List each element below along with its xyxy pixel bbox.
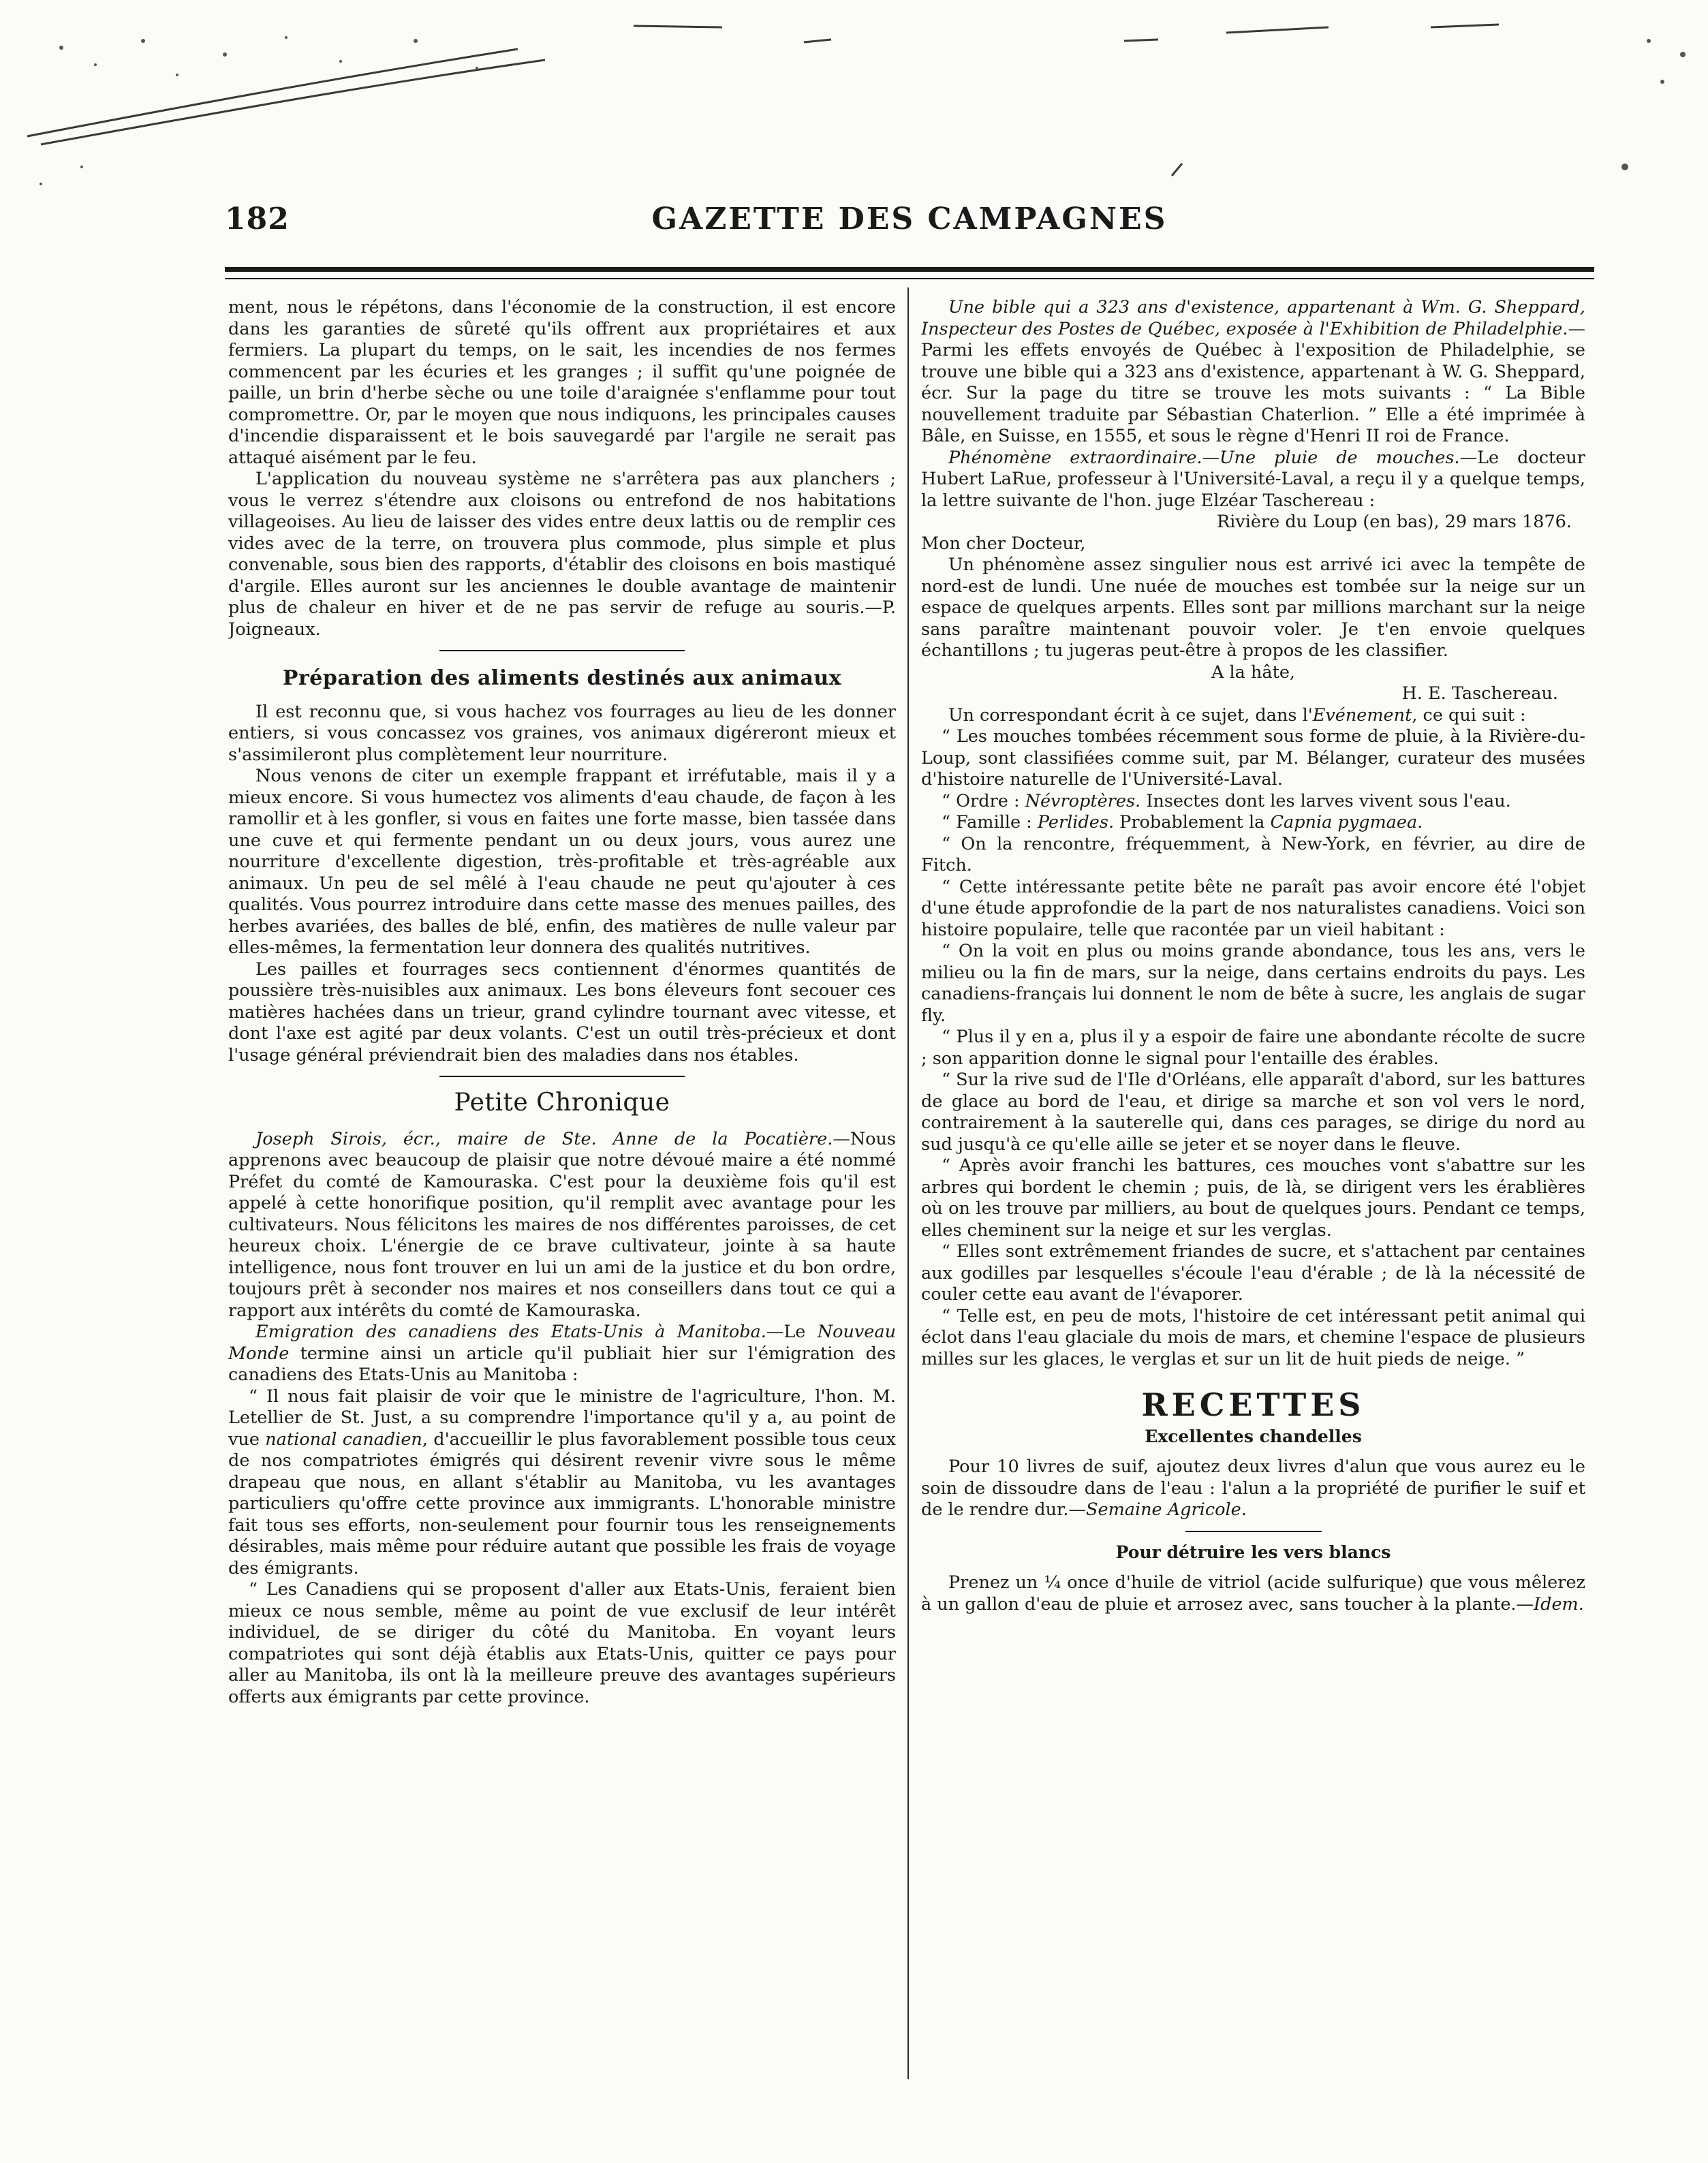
quoted-article — [228, 1386, 896, 1709]
chronicle-item-lead: Joseph Sirois, écr., maire de Ste. Anne de la Pocatière. — [255, 1128, 833, 1149]
article-paragraph: Nous venons de citer un exemple frappant et irréfutable, mais il y a mieux encore. Si vous humectez vos aliments d'eau chaude, de façon à les ramollir et à les gonfler, si vous en faites une forte masse, bien tassée dans une cuve et qui fermente pendant un ou deux jours, vous aurez une nourriture d'excellente digestion, très-profitable et très-agréable aux animaux. Un peu de sel mêlé à l'eau chaude ne peut qu'ajouter à ces qualités. Vous pourrez introduire dans cette masse des menues pailles, des herbes avariées, des balles de blé, enfin, des matières de nulle valeur par elles-mêmes, la fermentation leur donnera des qualités nutritives. — [228, 766, 896, 958]
section-title-recipes: RECETTES — [1141, 1386, 1365, 1423]
section-title-chronicle: Petite Chronique — [454, 1089, 670, 1117]
column-separator — [907, 287, 909, 2079]
quote-paragraph: “ Les Canadiens qui se proposent d'aller aux Etats-Unis, feraient bien mieux ce nous semble, même au point de vue exclusif de leur intérêt individuel, de se diriger du côté du Manitoba. En voyant leurs compatriotes qui sont déjà établis aux Etats-Unis, quitter ce pays pour aller au Manitoba, ils ont là la meilleure preuve des avantages supérieurs offerts aux émigrants par cette province. — [228, 1579, 896, 1707]
letter-place-date: Rivière du Loup (en bas), 29 mars 1876. — [1216, 512, 1572, 532]
newspaper-name: Evénement — [1312, 704, 1412, 726]
quote-paragraph: “ Ordre : Névroptères. Insectes dont les larves vivent sous l'eau. — [942, 790, 1511, 811]
recipe-divider — [1185, 1531, 1322, 1532]
article-paragraph: Les pailles et fourrages secs contiennent d'énormes quantités de poussière très-nuisibles aux animaux. Les bons éleveurs font secouer ces matières hachées dans un trieur, grand cylindre tournant avec vitesse, et dont l'axe est agité par deux volants. C'est un outil très-précieux et dont l'usage général préviendrait bien des maladies dans nos étables. — [228, 959, 896, 1065]
chronicle-item: Emigration des canadiens des Etats-Unis à Manitoba.—Le Nouveau Monde termine ainsi un article qu'il publiait hier sur l'émigration des canadiens des Etats-Unis au Manitoba : — [228, 1322, 896, 1385]
article-continuation-paragraph: ment, nous le répétons, dans l'économie de la construction, il est encore dans les garanties de sûreté qu'ils offrent aux propriétaires et aux fermiers. La plupart du temps, on le sait, les incendies de nos fermes commencent par les écuries et les granges ; il suffit qu'une poignée de paille, un brin d'herbe sèche ou une toile d'araignée s'enflamme pour tout compromettre. Or, par le moyen que nous indiquons, les principales causes d'incendie disparaissent et le bois sauvegardé par l'argile ne serait pas attaqué aisément par le feu. — [228, 297, 896, 468]
news-item-lead: Une bible qui a 323 ans d'existence, appartenant à Wm. G. Sheppard, Inspecteur des Postes de Québec, exposée à l'Exhibition de Philadelphie. — [921, 297, 1585, 339]
chronicle-item — [228, 1129, 896, 1322]
newspaper-name: Nouveau Monde — [228, 1322, 896, 1364]
news-item: Phénomène extraordinaire.—Une pluie de mouches.—Le docteur Hubert LaRue, professeur à l'Université-Laval, a reçu il y a quelque temps, la lettre suivante de l'hon. juge Elzéar Taschereau : — [921, 447, 1585, 511]
quote-paragraph: “ Il nous fait plaisir de voir que le ministre de l'agriculture, l'hon. M. Letellier de St. Just, a su comprendre l'importance qu'il y a, au point de vue national canadien, d'accueillir le plus favorablement possible tous ceux de nos compatriotes émigrés qui désirent revenir vivre sous le même drapeau que nous, en allant s'établir au Manitoba, vu les avantages particuliers qu'offre cette province aux immigrants. L'honorable ministre fait tous ses efforts, non-seulement pour fournir tous les renseignements désirables, mais même pour réduire autant que possible les frais de voyage des émigrants. — [228, 1386, 896, 1578]
recipe-text: Prenez un ¼ once d'huile de vitriol (acide sulfurique) que vous mêlerez à un gallon d'eau de pluie et arrosez avec, sans toucher à la plante.—Idem. — [921, 1572, 1585, 1615]
recipe-source: Idem. — [1534, 1593, 1584, 1615]
letter-salutation: Mon cher Docteur, — [921, 533, 1086, 554]
left-column — [228, 297, 896, 2082]
recipe-text: Pour 10 livres de suif, ajoutez deux livres d'alun que vous aurez eu le soin de dissoudre dans de l'eau : l'alun a la propriété de purifier le suif et de le rendre dur.—Semaine Agricole. — [921, 1457, 1585, 1520]
header-rule-thick — [225, 267, 1594, 272]
section-title-animal-food: Préparation des aliments destinés aux animaux — [282, 666, 842, 690]
header-rule-thin — [225, 278, 1594, 279]
quote-paragraph: “ Les mouches tombées récemment sous forme de pluie, à la Rivière-du-Loup, sont classifiées comme suit, par M. Bélanger, curateur des musées d'histoire naturelle de l'Université-Laval. — [921, 726, 1585, 790]
news-item: Une bible qui a 323 ans d'existence, appartenant à Wm. G. Sheppard, Inspecteur des Postes de Québec, exposée à l'Exhibition de Philadelphie.—Parmi les effets envoyés de Québec à l'exposition de Philadelphie, se trouve une bible qui a 323 ans d'existence, appartenant à W. G. Sheppard, écr. Sur la page du titre se trouve les mots suivants : “ La Bible nouvellement traduite par Sébastian Chaterlion. ” Elle a été imprimée à Bâle, en Suisse, en 1555, et sous le règne d'Henri II roi de France. — [921, 297, 1585, 446]
chronicle-item-text: —Nous apprenons avec beaucoup de plaisir que notre dévoué maire a été nommé Préfet du comté de Kamouraska. C'est pour la deuxième fois qu'il est appelé à cette honorifique position, qu'il remplit avec avantage pour les cultivateurs. Nous félicitons les maires de nos différentes paroisses, de cet heureux choix. L'énergie de ce brave cultivateur, jointe à sa haute intelligence, nous font trouver en lui un ami de la justice et du bon ordre, toujours prêt à seconder nos maires et nos conseillers dans tout ce qui a rapport aux intérêts du comté de Kamouraska. — [228, 1128, 896, 1321]
quote-paragraph: “ Après avoir franchi les battures, ces mouches vont s'abattre sur les arbres qui bordent le chemin ; puis, de là, se dirigent vers les érablières où on les trouve par milliers, au bout de quelques jours. Pendant ce temps, elles cheminent sur la neige et sur les verglas. — [921, 1155, 1585, 1241]
scan-edge-artifacts — [0, 0, 1708, 204]
section-divider — [439, 1076, 685, 1077]
section-divider — [439, 650, 685, 651]
quote-paragraph: “ Telle est, en peu de mots, l'histoire de cet intéressant petit animal qui éclot dans l'eau glaciale du mois de mars, et chemine l'espace de plusieurs milles sur les glaces, le verglas et sur un lit de huit pieds de neige. ” — [921, 1305, 1585, 1369]
letter-closing: A la hâte, — [1211, 662, 1296, 683]
page-number: 182 — [225, 202, 290, 236]
quote-paragraph: “ Plus il y en a, plus il y a espoir de faire une abondante récolte de sucre ; son apparition donne le signal pour l'entaille des érables. — [921, 1027, 1585, 1069]
quote-paragraph: “ On la voit en plus ou moins grande abondance, tous les ans, vers le milieu ou la fin de mars, sur la neige, dans certains endroits du pays. Les canadiens-français lui donnent le nom de bête à sucre, les anglais de sugar fly. — [921, 941, 1585, 1026]
chronicle-item-lead: Emigration des canadiens des Etats-Unis à Manitoba. — [255, 1322, 766, 1342]
letter-signature: H. E. Taschereau. — [1401, 683, 1558, 704]
correspondent-intro: Un correspondant écrit à ce sujet, dans l'Evénement, ce qui suit : — [948, 704, 1526, 726]
recipe-title: Pour détruire les vers blancs — [1115, 1542, 1391, 1562]
recipe-source: Semaine Agricole. — [1086, 1499, 1247, 1520]
quote-paragraph: “ Sur la rive sud de l'Ile d'Orléans, elle apparaît d'abord, sur les battures de glace au bord de l'eau, et dirige sa marche et son vol vers le nord, contrairement à la sauterelle qui, dans ces parages, se dirige du nord au sud jusqu'à ce qu'elle aille se jeter et se noyer dans le fleuve. — [921, 1070, 1585, 1155]
article-paragraph: Il est reconnu que, si vous hachez vos fourrages au lieu de les donner entiers, si vous concassez vos graines, vos animaux digéreront mieux et s'assimileront plus complètement leur nourriture. — [228, 701, 896, 765]
quote-paragraph: “ On la rencontre, fréquemment, à New-York, en février, au dire de Fitch. — [921, 833, 1585, 875]
article-continuation-paragraph: L'application du nouveau système ne s'arrêtera pas aux planchers ; vous le verrez s'étendre aux cloisons ou entrefond de nos habitations villageoises. Au lieu de laisser des vides entre deux lattis ou de remplir ces vides avec de la terre, on trouvera plus commode, plus simple et plus convenable, sous bien des rapports, d'établir des cloisons en bois mastiqué d'argile. Elles auront sur les anciennes le double avantage de maintenir plus de chaleur en hiver et de ne pas servir de refuge au souris.—P. Joigneaux. — [228, 469, 896, 640]
quote-paragraph: “ Elles sont extrêmement friandes de sucre, et s'attachent par centaines aux godilles par lesquelles s'écoule l'eau d'érable ; de là la nécessité de couler cette eau avant de l'évaporer. — [921, 1241, 1585, 1305]
quote-paragraph: “ Cette intéressante petite bête ne paraît pas avoir encore été l'objet d'une étude approfondie de la part de nos naturalistes canadiens. Voici son histoire populaire, telle que racontée par un vieil habitant : — [921, 876, 1585, 940]
page-header — [225, 202, 1594, 243]
right-column — [921, 297, 1585, 2082]
journal-title: GAZETTE DES CAMPAGNES — [651, 202, 1168, 236]
quoted-article — [921, 726, 1585, 1370]
news-item-lead: Phénomène extraordinaire.—Une pluie de mouches. — [948, 447, 1460, 468]
letter-body: Un phénomène assez singulier nous est arrivé ici avec la tempête de nord-est de lundi. Une nuée de mouches est tombée sur la neige sur un espace de quelques arpents. Elles sont par millions marchant sur la neige sans paraître maintenant pouvoir voler. Je t'en envoie quelques échantillons ; tu jugeras peut-être à propos de les classifier. — [921, 555, 1585, 661]
quote-paragraph: “ Famille : Perlides. Probablement la Capnia pygmaea. — [942, 812, 1423, 832]
recipe-title: Excellentes chandelles — [1145, 1426, 1362, 1446]
